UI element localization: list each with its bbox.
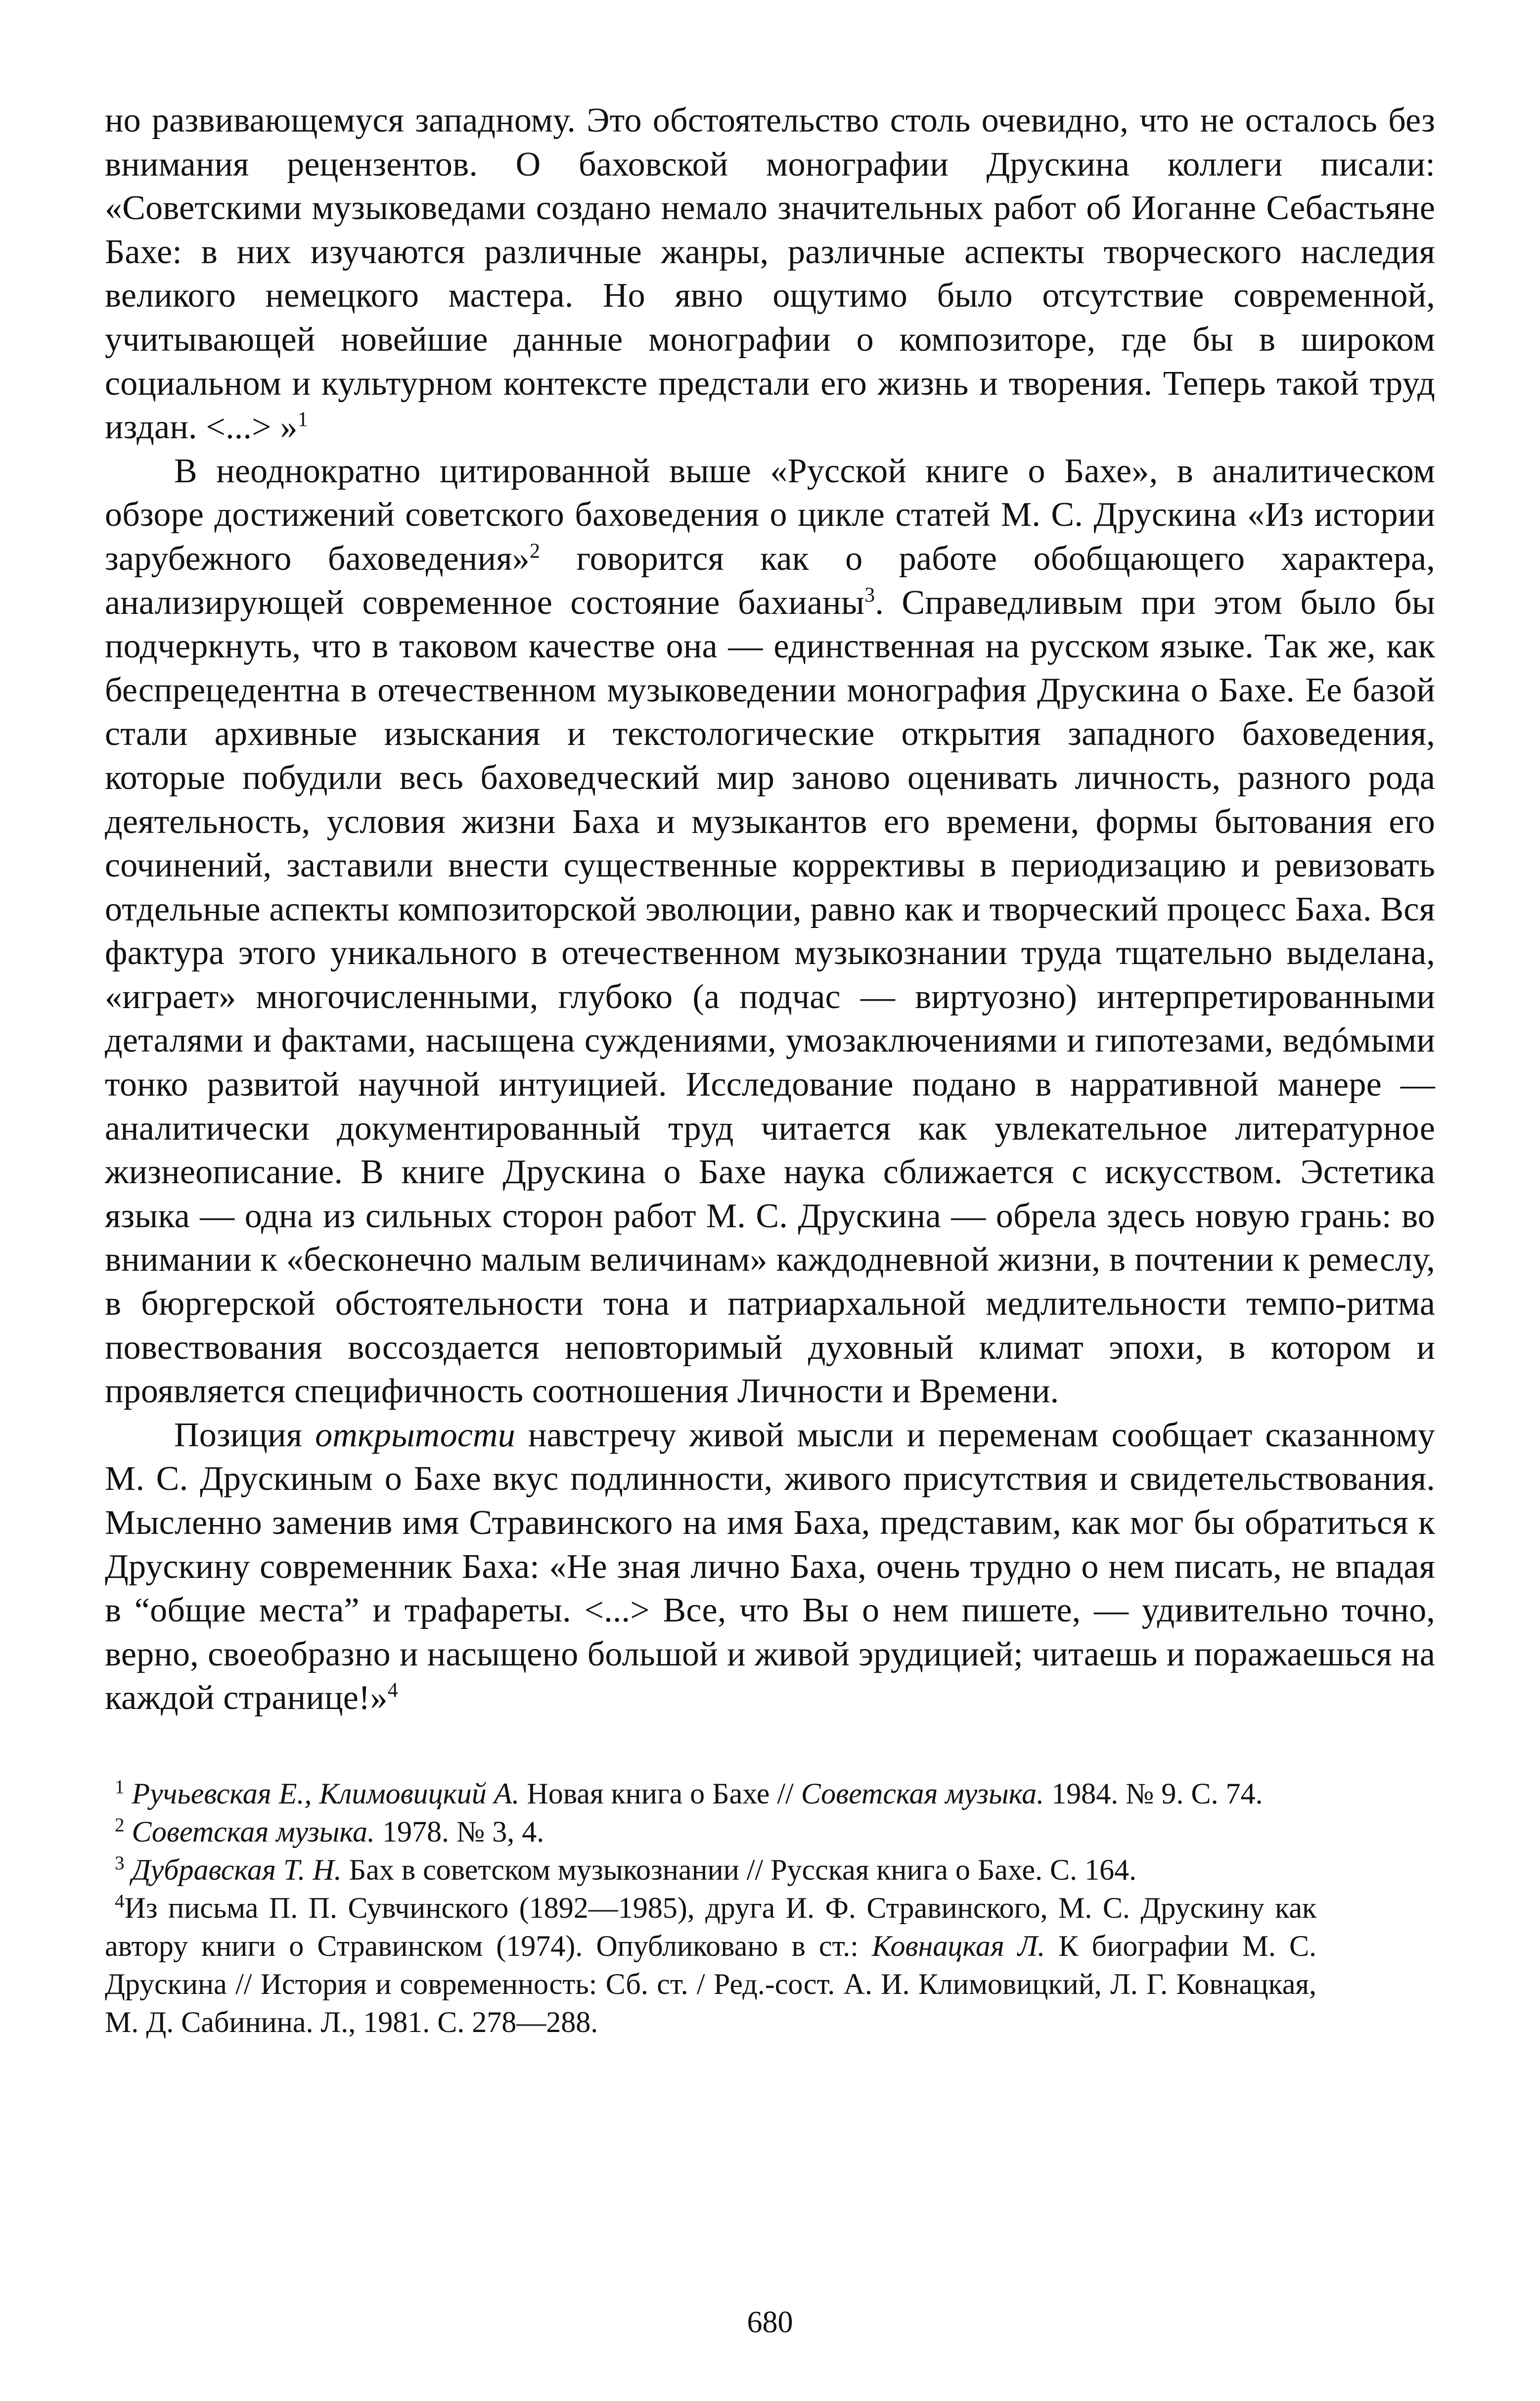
paragraph-2-text-c: . Справедливым при этом было бы подчеркнуть, что в таковом качестве она — единственная на русском языке. Так же, как беспрецедентна в отечественном музыковедении монография Друскина о Бахе. Ее базой стали архивные изыскания и текстологические открытия западного баховедения, которые побудили весь баховедческий мир заново оценивать личность, разного рода деятельность, условия жизни Баха и музыкантов его времени, формы бытования его сочинений, заставили внести существенные коррективы в периодизацию и ревизовать отдельные аспекты композиторской эволюции, равно как и творческий процесс Баха. Вся фактура этого уникального в отечественном музыкознании труда тщательно выделана, «играет» многочисленными, глубоко (а подчас — виртуозно) интерпретированными деталями и фактами, насыщена суждениями, умозаключениями и гипотезами, ведóмыми тонко развитой научной интуицией. Исследование подано в нарративной манере — аналитически документированный труд читается как увлекательное литературное жизнеописание. В книге Друскина о Бахе наука сближается с искусством. Эстетика языка — одна из сильных сторон работ М. С. Друскина — обрела здесь новую грань: во внимании к «бесконечно малым величинам» каждодневной жизни, в почтении к ремеслу, в бюргерской обстоятельности тона и патриархальной медлительности темпо-ритма повествования воссоздается неповторимый духовный климат эпохи, в котором и проявляется специфичность соотношения Личности и Времени.: [105, 583, 1436, 1411]
footnotes: [105, 1775, 1316, 2041]
footnote-text: Бах в советском музыкознании // Русская книга о Бахе. С. 164.: [341, 1853, 1137, 1886]
paragraph-2-text-b: говорится как о работе обобщающего характера, анализирующей современное состояние бахианы: [105, 539, 1435, 622]
footnote-1: [105, 1775, 1316, 1813]
footnote-ref-1[interactable]: 1: [297, 408, 308, 431]
footnote-ref-3[interactable]: 3: [864, 584, 875, 607]
footnote-ref-4[interactable]: 4: [387, 1679, 398, 1703]
paragraph-3-emphasis: открытости: [315, 1416, 515, 1454]
footnote-author: Ручьевская Е., Климовицкий А.: [132, 1777, 520, 1810]
footnote-author: Дубравская Т. Н.: [132, 1853, 342, 1886]
footnote-2: [105, 1813, 1316, 1851]
footnote-3: [105, 1851, 1316, 1889]
footnote-source: Ковнацкая Л.: [871, 1929, 1045, 1962]
footnote-4: [105, 1889, 1316, 2041]
page-number: 680: [747, 2306, 793, 2339]
footnote-ref-2[interactable]: 2: [529, 540, 541, 563]
footnote-tail: 1984. № 9. С. 74.: [1044, 1777, 1263, 1810]
footnote-source: Советская музыка.: [132, 1815, 375, 1848]
footnote-number: 2: [115, 1814, 125, 1836]
paragraph-3-text-b: навстречу живой мысли и переменам сообщает сказанному М. С. Друскиным о Бахе вкус подлинности, живого присутствия и свидетельствования. Мысленно заменив имя Стравинского на имя Баха, представим, как мог бы обратиться к Друскину современник Баха: «Не зная лично Баха, очень трудно о нем писать, не впадая в “общие места” и трафареты. <...> Все, что Вы о нем пишете, — удивительно точно, верно, своеобразно и насыщено большой и живой эрудицией; читаешь и поражаешься на каждой странице!»: [105, 1416, 1435, 1717]
footnote-tail: К биографии М. С. Друскина // История и современность: Сб. ст. / Ред.-сост. А. И. Климовицкий, Л. Г. Ковнацкая, М. Д. Сабинина. Л., 1981. С. 278—288.: [105, 1929, 1316, 2038]
paragraph-3: [105, 1414, 1435, 1720]
footnote-text: Из письма П. П. Сувчинского (1892—1985), друга И. Ф. Стравинского, М. С. Друскину как автору книги о Стравинском (1974). Опубликовано в ст.:: [105, 1891, 1316, 1962]
page-content: [105, 99, 1435, 2041]
footnote-number: 1: [115, 1776, 125, 1798]
footnote-number: 4: [115, 1890, 125, 1912]
paragraph-1-text: но развивающемуся западному. Это обстоятельство столь очевидно, что не осталось без внимания рецензентов. О баховской монографии Друскина коллеги писали: «Советскими музыковедами создано немало значительных работ об Иоганне Себастьяне Бахе: в них изучаются различные жанры, различные аспекты творческого наследия великого немецкого мастера. Но явно ощутимо было отсутствие современной, учитывающей новейшие данные монографии о композиторе, где бы в широком социальном и культурном контексте предстали его жизнь и творения. Теперь такой труд издан. <...> »: [105, 101, 1435, 447]
footnote-source: Советская музыка.: [801, 1777, 1044, 1810]
paragraph-2-text-a: В неоднократно цитированной выше «Русской книге о Бахе», в аналитическом обзоре достижений советского баховедения о цикле статей М. С. Друскина «Из истории зарубежного баховедения»: [105, 452, 1435, 578]
footnote-number: 3: [115, 1852, 125, 1874]
paragraph-2: [105, 450, 1435, 1414]
footnote-tail: 1978. № 3, 4.: [374, 1815, 544, 1848]
footnote-text: Новая книга о Бахе //: [519, 1777, 801, 1810]
paragraph-3-text-a: Позиция: [174, 1416, 316, 1454]
paragraph-1: [105, 99, 1435, 450]
